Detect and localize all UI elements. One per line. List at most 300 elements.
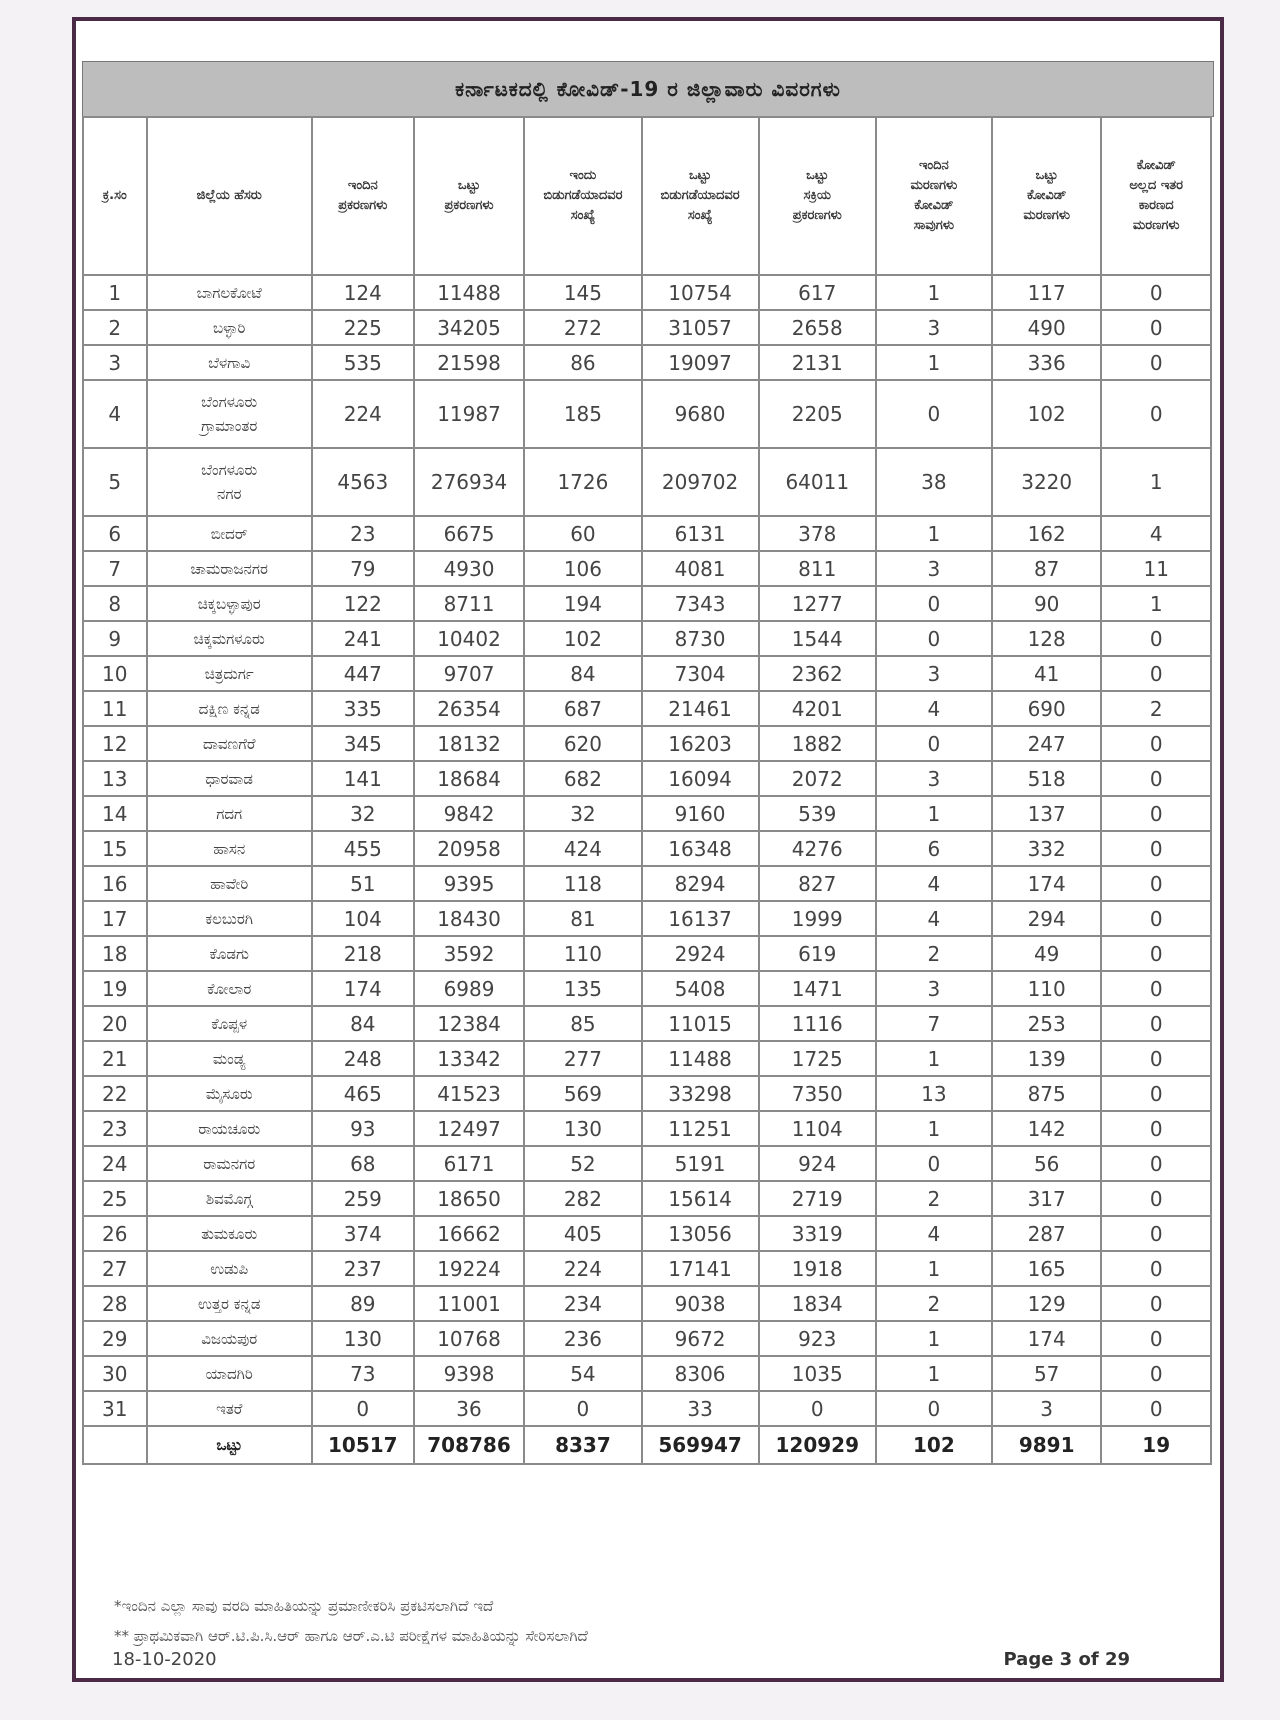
total-deaths-cell: 247 xyxy=(992,726,1102,761)
total-discharged-cell: 33298 xyxy=(642,1076,759,1111)
total-discharged-cell: 11015 xyxy=(642,1006,759,1041)
today-discharged-cell: 234 xyxy=(524,1286,641,1321)
table-row xyxy=(83,656,1211,691)
today-discharged-cell: 135 xyxy=(524,971,641,1006)
today-discharged-cell: 85 xyxy=(524,1006,641,1041)
today-discharged-cell: 424 xyxy=(524,831,641,866)
district-cell: ಹಾವೇರಿ xyxy=(147,866,312,901)
header-today-discharged: ಇಂದು ಬಿಡುಗಡೆಯಾದವರ ಸಂಖ್ಯೆ xyxy=(524,117,641,275)
district-cell: ಇತರೆ xyxy=(147,1391,312,1426)
other-deaths-cell: 0 xyxy=(1101,1251,1211,1286)
other-deaths-cell: 0 xyxy=(1101,1041,1211,1076)
district-cell: ಬೆಂಗಳೂರು ಗ್ರಾಮಾಂತರ xyxy=(147,380,312,448)
today-deaths-cell: 2 xyxy=(876,936,992,971)
footnote: ** ಪ್ರಾಥಮಿಕವಾಗಿ ಆರ್.ಟಿ.ಪಿ.ಸಿ.ಆರ್ ಹಾಗೂ ಆರ್.ಎ.ಟಿ ಪರೀಕ್ಷೆಗಳ ಮಾಹಿತಿಯನ್ನು ಸೇರಿಸಲಾಗಿದೆ xyxy=(114,1627,588,1645)
total-deaths-cell: 90 xyxy=(992,586,1102,621)
district-cell: ದಾವಣಗೆರೆ xyxy=(147,726,312,761)
serial-cell: 24 xyxy=(83,1146,147,1181)
active-cases-cell: 3319 xyxy=(759,1216,876,1251)
total-cases-cell: 21598 xyxy=(414,345,525,380)
header-active-cases: ಒಟ್ಟು ಸಕ್ರಿಯ ಪ್ರಕರಣಗಳು xyxy=(759,117,876,275)
other-deaths-cell: 0 xyxy=(1101,901,1211,936)
today-cases-cell: 89 xyxy=(312,1286,414,1321)
active-cases-cell: 2719 xyxy=(759,1181,876,1216)
header-serial: ಕ್ರ.ಸಂ xyxy=(83,117,147,275)
district-cell: ಕೊಡಗು xyxy=(147,936,312,971)
today-discharged-cell: 81 xyxy=(524,901,641,936)
serial-cell: 7 xyxy=(83,551,147,586)
table-row xyxy=(83,448,1211,516)
total-cases-cell: 13342 xyxy=(414,1041,525,1076)
other-deaths-cell: 0 xyxy=(1101,971,1211,1006)
total-discharged-cell: 5191 xyxy=(642,1146,759,1181)
today-deaths-cell: 1 xyxy=(876,1321,992,1356)
district-cell: ಮಂಡ್ಯ xyxy=(147,1041,312,1076)
total-discharged-cell: 11488 xyxy=(642,1041,759,1076)
other-deaths-cell: 0 xyxy=(1101,1111,1211,1146)
serial-cell: 16 xyxy=(83,866,147,901)
total-cases-cell: 6171 xyxy=(414,1146,525,1181)
active-cases-cell: 2131 xyxy=(759,345,876,380)
header-today-cases: ಇಂದಿನ ಪ್ರಕರಣಗಳು xyxy=(312,117,414,275)
total-cases-cell: 3592 xyxy=(414,936,525,971)
today-cases-cell: 535 xyxy=(312,345,414,380)
table-row xyxy=(83,866,1211,901)
total-cases-cell: 9395 xyxy=(414,866,525,901)
today-deaths-cell: 38 xyxy=(876,448,992,516)
today-cases-cell: 335 xyxy=(312,691,414,726)
active-cases-cell: 923 xyxy=(759,1321,876,1356)
active-cases-cell: 1882 xyxy=(759,726,876,761)
table-row xyxy=(83,275,1211,310)
total-discharged-cell: 11251 xyxy=(642,1111,759,1146)
total-discharged-cell: 16348 xyxy=(642,831,759,866)
today-cases-cell: 465 xyxy=(312,1076,414,1111)
today-discharged-cell: 272 xyxy=(524,310,641,345)
total-deaths-cell: 139 xyxy=(992,1041,1102,1076)
total-discharged-cell: 19097 xyxy=(642,345,759,380)
today-discharged-cell: 52 xyxy=(524,1146,641,1181)
serial-cell: 18 xyxy=(83,936,147,971)
total-deaths-cell: 317 xyxy=(992,1181,1102,1216)
today-deaths-cell: 1 xyxy=(876,1111,992,1146)
total-deaths-cell: 174 xyxy=(992,1321,1102,1356)
total-deaths-cell: 490 xyxy=(992,310,1102,345)
today-cases-cell: 225 xyxy=(312,310,414,345)
today-deaths-cell: 1 xyxy=(876,275,992,310)
today-discharged-cell: 236 xyxy=(524,1321,641,1356)
today-deaths-cell: 3 xyxy=(876,761,992,796)
district-cell: ಉಡುಪಿ xyxy=(147,1251,312,1286)
total-cases-cell: 11987 xyxy=(414,380,525,448)
total-deaths-cell: 129 xyxy=(992,1286,1102,1321)
total-cases-cell: 34205 xyxy=(414,310,525,345)
today-discharged-cell: 194 xyxy=(524,586,641,621)
total-cases-cell: 20958 xyxy=(414,831,525,866)
today-discharged-cell: 86 xyxy=(524,345,641,380)
today-discharged-cell: 282 xyxy=(524,1181,641,1216)
today-discharged-cell: 118 xyxy=(524,866,641,901)
total-discharged-cell: 2924 xyxy=(642,936,759,971)
serial-cell: 9 xyxy=(83,621,147,656)
header-total-deaths: ಒಟ್ಟು ಕೋವಿಡ್ ಮರಣಗಳು xyxy=(992,117,1102,275)
other-deaths-cell: 0 xyxy=(1101,1286,1211,1321)
table-row xyxy=(83,516,1211,551)
table-row xyxy=(83,1251,1211,1286)
today-deaths-cell: 0 xyxy=(876,586,992,621)
district-cell: ಕಲಬುರಗಿ xyxy=(147,901,312,936)
total-deaths-cell: 518 xyxy=(992,761,1102,796)
total-discharged-cell: 13056 xyxy=(642,1216,759,1251)
serial-cell: 5 xyxy=(83,448,147,516)
other-deaths-cell: 0 xyxy=(1101,275,1211,310)
other-deaths-cell: 0 xyxy=(1101,761,1211,796)
table-row xyxy=(83,1216,1211,1251)
today-discharged-cell: 54 xyxy=(524,1356,641,1391)
today-discharged-cell: 106 xyxy=(524,551,641,586)
serial-cell: 23 xyxy=(83,1111,147,1146)
report-page xyxy=(72,17,1224,1682)
serial-cell: 30 xyxy=(83,1356,147,1391)
total-total-discharged-cell: 569947 xyxy=(642,1426,759,1464)
serial-cell: 31 xyxy=(83,1391,147,1426)
today-discharged-cell: 405 xyxy=(524,1216,641,1251)
district-cell: ಬೆಳಗಾವಿ xyxy=(147,345,312,380)
total-cases-cell: 10768 xyxy=(414,1321,525,1356)
today-cases-cell: 224 xyxy=(312,380,414,448)
today-discharged-cell: 102 xyxy=(524,621,641,656)
total-discharged-cell: 9038 xyxy=(642,1286,759,1321)
other-deaths-cell: 0 xyxy=(1101,345,1211,380)
today-discharged-cell: 682 xyxy=(524,761,641,796)
other-deaths-cell: 0 xyxy=(1101,380,1211,448)
other-deaths-cell: 0 xyxy=(1101,1391,1211,1426)
serial-cell: 1 xyxy=(83,275,147,310)
header-row xyxy=(83,117,1211,275)
total-discharged-cell: 9672 xyxy=(642,1321,759,1356)
active-cases-cell: 2658 xyxy=(759,310,876,345)
header-district: ಜಿಲ್ಲೆಯ ಹೆಸರು xyxy=(147,117,312,275)
other-deaths-cell: 0 xyxy=(1101,831,1211,866)
today-deaths-cell: 1 xyxy=(876,345,992,380)
table-row xyxy=(83,796,1211,831)
table-row xyxy=(83,901,1211,936)
serial-cell: 15 xyxy=(83,831,147,866)
today-deaths-cell: 13 xyxy=(876,1076,992,1111)
total-deaths-cell: 253 xyxy=(992,1006,1102,1041)
serial-cell: 4 xyxy=(83,380,147,448)
active-cases-cell: 64011 xyxy=(759,448,876,516)
total-deaths-cell: 690 xyxy=(992,691,1102,726)
today-deaths-cell: 0 xyxy=(876,380,992,448)
total-discharged-cell: 16137 xyxy=(642,901,759,936)
today-cases-cell: 455 xyxy=(312,831,414,866)
total-total-cases-cell: 708786 xyxy=(414,1426,525,1464)
total-discharged-cell: 6131 xyxy=(642,516,759,551)
today-discharged-cell: 224 xyxy=(524,1251,641,1286)
total-discharged-cell: 21461 xyxy=(642,691,759,726)
today-discharged-cell: 0 xyxy=(524,1391,641,1426)
district-cell: ಚಿತ್ರದುರ್ಗ xyxy=(147,656,312,691)
active-cases-cell: 617 xyxy=(759,275,876,310)
today-cases-cell: 122 xyxy=(312,586,414,621)
header-other-deaths: ಕೋವಿಡ್ ಅಲ್ಲದ ಇತರ ಕಾರಣದ ಮರಣಗಳು xyxy=(1101,117,1211,275)
header-today-deaths: ಇಂದಿನ ಮರಣಗಳು ಕೋವಿಡ್ ಸಾವುಗಳು xyxy=(876,117,992,275)
total-discharged-cell: 8730 xyxy=(642,621,759,656)
active-cases-cell: 1035 xyxy=(759,1356,876,1391)
today-deaths-cell: 3 xyxy=(876,971,992,1006)
totals-row xyxy=(83,1426,1211,1464)
table-row xyxy=(83,1391,1211,1426)
today-cases-cell: 73 xyxy=(312,1356,414,1391)
table-row xyxy=(83,761,1211,796)
serial-cell: 29 xyxy=(83,1321,147,1356)
total-discharged-cell: 33 xyxy=(642,1391,759,1426)
table-row xyxy=(83,551,1211,586)
active-cases-cell: 0 xyxy=(759,1391,876,1426)
serial-cell: 8 xyxy=(83,586,147,621)
total-discharged-cell: 5408 xyxy=(642,971,759,1006)
total-deaths-cell: 56 xyxy=(992,1146,1102,1181)
total-discharged-cell: 17141 xyxy=(642,1251,759,1286)
district-cell: ಬೀದರ್ xyxy=(147,516,312,551)
other-deaths-cell: 0 xyxy=(1101,1146,1211,1181)
other-deaths-cell: 11 xyxy=(1101,551,1211,586)
today-cases-cell: 218 xyxy=(312,936,414,971)
district-cell: ಚಿಕ್ಕಮಗಳೂರು xyxy=(147,621,312,656)
total-deaths-cell: 165 xyxy=(992,1251,1102,1286)
serial-cell: 28 xyxy=(83,1286,147,1321)
today-deaths-cell: 2 xyxy=(876,1286,992,1321)
today-discharged-cell: 185 xyxy=(524,380,641,448)
total-cases-cell: 11488 xyxy=(414,275,525,310)
total-deaths-cell: 332 xyxy=(992,831,1102,866)
district-cell: ರಾಮನಗರ xyxy=(147,1146,312,1181)
district-cell: ಹಾಸನ xyxy=(147,831,312,866)
serial-cell: 26 xyxy=(83,1216,147,1251)
total-cases-cell: 18684 xyxy=(414,761,525,796)
total-discharged-cell: 15614 xyxy=(642,1181,759,1216)
today-discharged-cell: 130 xyxy=(524,1111,641,1146)
total-cases-cell: 6989 xyxy=(414,971,525,1006)
today-discharged-cell: 84 xyxy=(524,656,641,691)
today-cases-cell: 447 xyxy=(312,656,414,691)
table-row xyxy=(83,345,1211,380)
today-discharged-cell: 687 xyxy=(524,691,641,726)
total-today-cases-cell: 10517 xyxy=(312,1426,414,1464)
total-discharged-cell: 8294 xyxy=(642,866,759,901)
today-deaths-cell: 4 xyxy=(876,901,992,936)
active-cases-cell: 4276 xyxy=(759,831,876,866)
serial-cell: 12 xyxy=(83,726,147,761)
today-cases-cell: 32 xyxy=(312,796,414,831)
district-cell: ತುಮಕೂರು xyxy=(147,1216,312,1251)
today-cases-cell: 259 xyxy=(312,1181,414,1216)
today-discharged-cell: 1726 xyxy=(524,448,641,516)
total-deaths-cell: 142 xyxy=(992,1111,1102,1146)
district-cell: ಕೋಲಾರ xyxy=(147,971,312,1006)
active-cases-cell: 1116 xyxy=(759,1006,876,1041)
total-discharged-cell: 4081 xyxy=(642,551,759,586)
serial-cell: 3 xyxy=(83,345,147,380)
serial-cell: 22 xyxy=(83,1076,147,1111)
table-row xyxy=(83,726,1211,761)
today-discharged-cell: 145 xyxy=(524,275,641,310)
active-cases-cell: 1834 xyxy=(759,1286,876,1321)
total-discharged-cell: 16203 xyxy=(642,726,759,761)
total-discharged-cell: 209702 xyxy=(642,448,759,516)
active-cases-cell: 378 xyxy=(759,516,876,551)
table-row xyxy=(83,1146,1211,1181)
today-deaths-cell: 0 xyxy=(876,1146,992,1181)
district-cell: ಕೊಪ್ಪಳ xyxy=(147,1006,312,1041)
serial-cell: 20 xyxy=(83,1006,147,1041)
table-row xyxy=(83,831,1211,866)
district-cell: ರಾಯಚೂರು xyxy=(147,1111,312,1146)
total-deaths-cell: 137 xyxy=(992,796,1102,831)
total-discharged-cell: 7304 xyxy=(642,656,759,691)
total-cases-cell: 10402 xyxy=(414,621,525,656)
total-deaths-cell: 174 xyxy=(992,866,1102,901)
total-deaths-cell: 117 xyxy=(992,275,1102,310)
other-deaths-cell: 0 xyxy=(1101,1181,1211,1216)
today-cases-cell: 174 xyxy=(312,971,414,1006)
table-row xyxy=(83,1041,1211,1076)
report-date: 18-10-2020 xyxy=(112,1649,217,1670)
serial-cell: 2 xyxy=(83,310,147,345)
today-deaths-cell: 1 xyxy=(876,1041,992,1076)
today-deaths-cell: 1 xyxy=(876,1251,992,1286)
active-cases-cell: 827 xyxy=(759,866,876,901)
other-deaths-cell: 0 xyxy=(1101,1356,1211,1391)
total-cases-cell: 276934 xyxy=(414,448,525,516)
total-discharged-cell: 31057 xyxy=(642,310,759,345)
serial-cell: 19 xyxy=(83,971,147,1006)
active-cases-cell: 2072 xyxy=(759,761,876,796)
today-cases-cell: 130 xyxy=(312,1321,414,1356)
total-deaths-cell: 49 xyxy=(992,936,1102,971)
today-deaths-cell: 4 xyxy=(876,691,992,726)
today-cases-cell: 84 xyxy=(312,1006,414,1041)
today-cases-cell: 93 xyxy=(312,1111,414,1146)
total-deaths-cell: 57 xyxy=(992,1356,1102,1391)
today-deaths-cell: 2 xyxy=(876,1181,992,1216)
today-deaths-cell: 1 xyxy=(876,796,992,831)
table-row xyxy=(83,1321,1211,1356)
active-cases-cell: 2362 xyxy=(759,656,876,691)
district-cell: ಚಾಮರಾಜನಗರ xyxy=(147,551,312,586)
district-cell: ಬಳ್ಳಾರಿ xyxy=(147,310,312,345)
district-cell: ಉತ್ತರ ಕನ್ನಡ xyxy=(147,1286,312,1321)
today-discharged-cell: 620 xyxy=(524,726,641,761)
other-deaths-cell: 1 xyxy=(1101,586,1211,621)
table-row xyxy=(83,936,1211,971)
district-cell: ಚಿಕ್ಕಬಳ್ಳಾಪುರ xyxy=(147,586,312,621)
total-cases-cell: 41523 xyxy=(414,1076,525,1111)
table-row xyxy=(83,1006,1211,1041)
active-cases-cell: 4201 xyxy=(759,691,876,726)
today-deaths-cell: 1 xyxy=(876,516,992,551)
total-deaths-cell: 110 xyxy=(992,971,1102,1006)
total-cases-cell: 18132 xyxy=(414,726,525,761)
active-cases-cell: 1999 xyxy=(759,901,876,936)
other-deaths-cell: 0 xyxy=(1101,1006,1211,1041)
serial-cell: 27 xyxy=(83,1251,147,1286)
active-cases-cell: 1918 xyxy=(759,1251,876,1286)
active-cases-cell: 7350 xyxy=(759,1076,876,1111)
total-cases-cell: 9842 xyxy=(414,796,525,831)
district-cell: ಯಾದಗಿರಿ xyxy=(147,1356,312,1391)
total-deaths-cell: 294 xyxy=(992,901,1102,936)
today-cases-cell: 68 xyxy=(312,1146,414,1181)
total-deaths-cell: 102 xyxy=(992,380,1102,448)
total-today-deaths-cell: 102 xyxy=(876,1426,992,1464)
today-cases-cell: 79 xyxy=(312,551,414,586)
serial-cell: 14 xyxy=(83,796,147,831)
total-cases-cell: 26354 xyxy=(414,691,525,726)
total-deaths-cell: 128 xyxy=(992,621,1102,656)
today-deaths-cell: 1 xyxy=(876,1356,992,1391)
table-row xyxy=(83,380,1211,448)
total-deaths-cell: 3220 xyxy=(992,448,1102,516)
total-deaths-cell: 41 xyxy=(992,656,1102,691)
total-deaths-cell: 3 xyxy=(992,1391,1102,1426)
district-cell: ಮೈಸೂರು xyxy=(147,1076,312,1111)
table-row xyxy=(83,1286,1211,1321)
table-row xyxy=(83,1356,1211,1391)
active-cases-cell: 2205 xyxy=(759,380,876,448)
other-deaths-cell: 0 xyxy=(1101,1321,1211,1356)
total-deaths-cell: 287 xyxy=(992,1216,1102,1251)
total-active-cases-cell: 120929 xyxy=(759,1426,876,1464)
total-discharged-cell: 7343 xyxy=(642,586,759,621)
other-deaths-cell: 0 xyxy=(1101,1076,1211,1111)
total-cases-cell: 8711 xyxy=(414,586,525,621)
table-row xyxy=(83,310,1211,345)
table-row xyxy=(83,691,1211,726)
footnote: *ಇಂದಿನ ಎಲ್ಲಾ ಸಾವು ವರದಿ ಮಾಹಿತಿಯನ್ನು ಪ್ರಮಾಣೀಕರಿಸಿ ಪ್ರಕಟಿಸಲಾಗಿದೆ ಇದೆ xyxy=(114,1597,494,1615)
district-cell: ದಕ್ಷಿಣ ಕನ್ನಡ xyxy=(147,691,312,726)
report-title: ಕರ್ನಾಟಕದಲ್ಲಿ ಕೋವಿಡ್-19 ರ ಜಿಲ್ಲಾವಾರು ವಿವರಗಳು xyxy=(82,61,1214,117)
other-deaths-cell: 0 xyxy=(1101,1216,1211,1251)
today-cases-cell: 345 xyxy=(312,726,414,761)
total-discharged-cell: 9680 xyxy=(642,380,759,448)
active-cases-cell: 1544 xyxy=(759,621,876,656)
today-cases-cell: 124 xyxy=(312,275,414,310)
table-row xyxy=(83,971,1211,1006)
today-deaths-cell: 4 xyxy=(876,866,992,901)
today-deaths-cell: 4 xyxy=(876,1216,992,1251)
table-row xyxy=(83,1076,1211,1111)
serial-cell: 21 xyxy=(83,1041,147,1076)
today-deaths-cell: 6 xyxy=(876,831,992,866)
today-cases-cell: 104 xyxy=(312,901,414,936)
today-deaths-cell: 3 xyxy=(876,310,992,345)
table-body xyxy=(83,275,1211,1464)
total-deaths-cell: 875 xyxy=(992,1076,1102,1111)
total-deaths-cell: 336 xyxy=(992,345,1102,380)
today-cases-cell: 4563 xyxy=(312,448,414,516)
table-row xyxy=(83,1181,1211,1216)
today-cases-cell: 0 xyxy=(312,1391,414,1426)
other-deaths-cell: 2 xyxy=(1101,691,1211,726)
today-deaths-cell: 0 xyxy=(876,1391,992,1426)
district-cell: ಗದಗ xyxy=(147,796,312,831)
other-deaths-cell: 0 xyxy=(1101,310,1211,345)
total-cases-cell: 12497 xyxy=(414,1111,525,1146)
today-cases-cell: 141 xyxy=(312,761,414,796)
total-cases-cell: 6675 xyxy=(414,516,525,551)
